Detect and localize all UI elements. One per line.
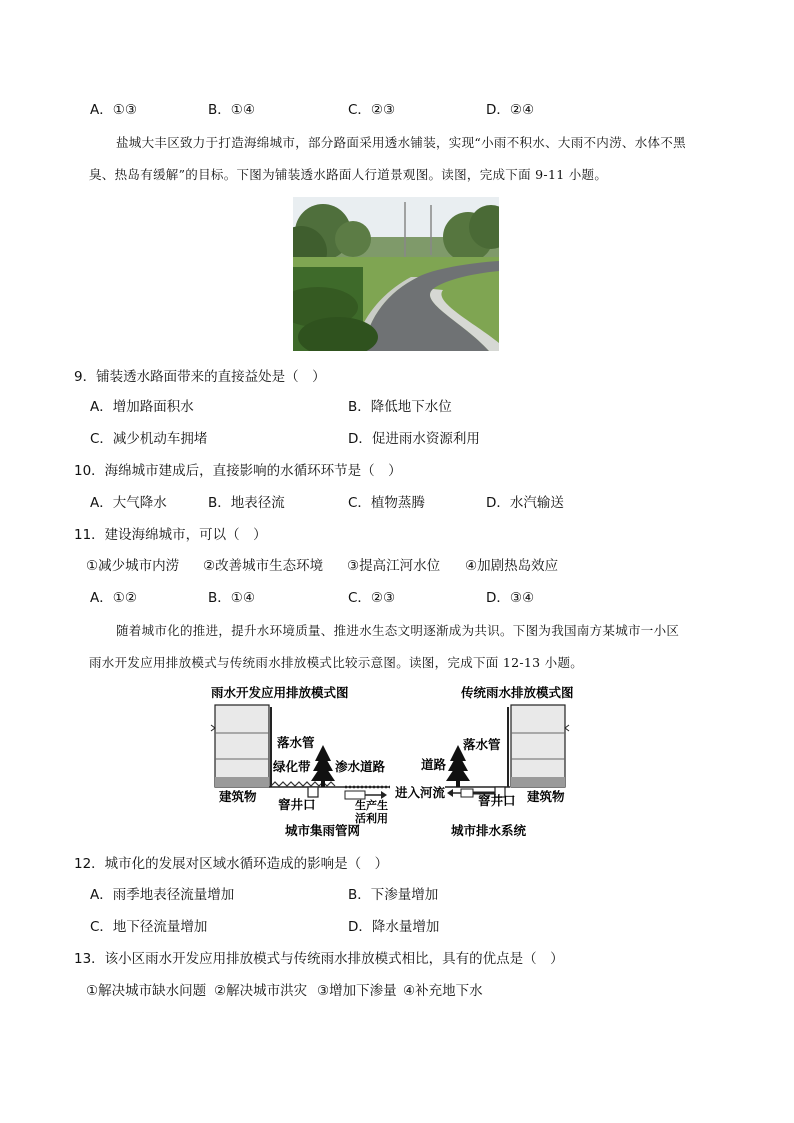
left-title: 雨水开发应用排放模式图 [211,685,349,700]
left-green-belt-label: 绿化带 [273,759,311,774]
right-building-shape [511,705,569,787]
q12-stem: 12．城市化的发展对区域水循环造成的影响是（ ） [74,856,389,872]
q9-option-c: C．减少机动车拥堵 [90,431,208,447]
q9-option-a: A．增加路面积水 [90,399,194,415]
q10-option-b: B．地表径流 [208,495,285,511]
q13-stem: 13．该小区雨水开发应用排放模式与传统雨水排放模式相比，具有的优点是（ ） [74,951,564,967]
q13-item-1: ①解决城市缺水问题 [86,983,207,999]
q12-option-b: B．下渗量增加 [348,887,439,903]
q11-item-2: ②改善城市生态环境 [203,558,324,574]
passage1-line1: 盐城大丰区致力于打造海绵城市，部分路面采用透水铺装，实现“小雨不积水、大雨不内涝、水体不黑 [116,135,686,150]
passage2-line1: 随着城市化的推进，提升水环境质量、推进水生态文明逐渐成为共识。下图为我国南方某城市一小区 [116,623,680,638]
right-river-label: 进入河流 [395,785,446,800]
left-building-shape [211,705,269,787]
left-building-label: 建筑物 [219,789,257,804]
passage1-line2: 臭、热岛有缓解”的目标。下图为铺装透水路面人行道景观图。读图，完成下面 9-11 小题。 [89,167,608,182]
left-tree-shape [311,745,335,787]
passage2-line2: 雨水开发应用排放模式与传统雨水排放模式比较示意图。读图，完成下面 12-13 小题。 [89,655,584,670]
q10-option-d: D．水汽输送 [486,495,564,511]
right-title: 传统雨水排放模式图 [461,685,574,700]
rainwater-drainage-diagram [205,683,605,843]
left-manhole-label: 窨井口 [278,797,316,812]
q11-stem: 11．建设海绵城市，可以（ ） [74,527,267,543]
q12-option-a: A．雨季地表径流量增加 [90,887,235,903]
q8-option-c: C．②③ [348,102,396,118]
right-manhole-label: 窨井口 [478,793,516,808]
q9-option-b: B．降低地下水位 [348,399,452,415]
q12-option-c: C．地下径流量增加 [90,919,208,935]
left-caption: 城市集雨管网 [285,823,361,838]
left-seepage-road-label: 渗水道路 [335,759,386,774]
q10-option-c: C．植物蒸腾 [348,495,425,511]
right-downpipe-label: 落水管 [463,737,501,752]
right-building-label: 建筑物 [527,789,565,804]
q9-option-d: D．促进雨水资源利用 [348,431,480,447]
q9-stem: 9．铺装透水路面带来的直接益处是（ ） [74,369,326,385]
left-downpipe-label: 落水管 [277,735,315,750]
q11-option-a: A．①② [90,590,137,606]
left-use-label-1: 生产生 [355,799,388,812]
q11-item-1: ①减少城市内涝 [86,558,180,574]
permeable-path-photo [293,197,499,351]
left-use-label-2: 活利用 [355,812,388,825]
right-caption: 城市排水系统 [451,823,527,838]
q11-item-4: ④加剧热岛效应 [465,558,559,574]
q11-option-c: C．②③ [348,590,396,606]
q13-item-2: ②解决城市洪灾 [214,983,308,999]
q8-option-b: B．①④ [208,102,255,118]
q10-option-a: A．大气降水 [90,495,167,511]
q11-item-3: ③提高江河水位 [347,558,441,574]
q12-option-d: D．降水量增加 [348,919,440,935]
q13-item-4: ④补充地下水 [403,983,483,999]
q11-option-d: D．③④ [486,590,535,606]
q8-option-a: A．①③ [90,102,137,118]
q11-option-b: B．①④ [208,590,255,606]
q8-option-d: D．②④ [486,102,535,118]
right-road-label: 道路 [421,757,447,772]
q10-stem: 10．海绵城市建成后，直接影响的水循环环节是（ ） [74,463,402,479]
q13-item-3: ③增加下渗量 [317,983,397,999]
